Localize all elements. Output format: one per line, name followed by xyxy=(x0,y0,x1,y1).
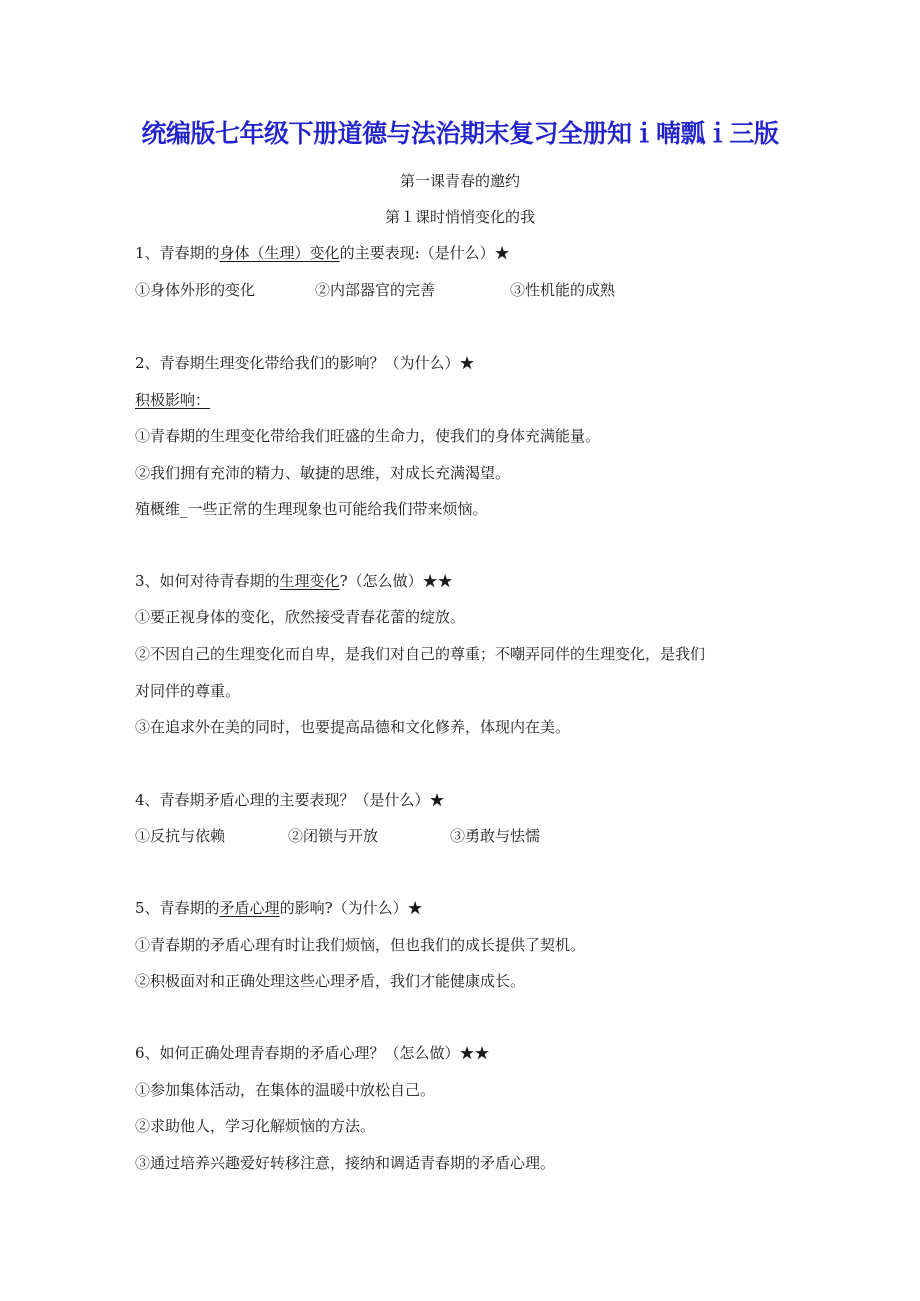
question-1-underlined: 身体（生理）变化 xyxy=(219,244,340,262)
question-5-answer: ①青春期的矛盾心理有时让我们烦恼，但也我们的成长提供了契机。 xyxy=(135,936,586,954)
question-2-answer: 殖概维_一些正常的生理现象也可能给我们带来烦恼。 xyxy=(135,500,488,518)
question-1 xyxy=(135,242,510,263)
question-5 xyxy=(135,897,423,918)
question-3-prefix: 3、如何对待青春期的 xyxy=(135,572,280,590)
question-1-item: ③性机能的成熟 xyxy=(510,281,616,299)
lesson-heading: 第一课青春的邀约 xyxy=(399,172,520,190)
question-2-answer: ①青春期的生理变化带给我们旺盛的生命力，使我们的身体充满能量。 xyxy=(135,427,601,445)
question-4-item: ③勇敢与怯懦 xyxy=(450,827,541,845)
question-1-prefix: 1、青春期的 xyxy=(135,244,220,262)
question-6-answer: ②求助他人，学习化解烦恼的方法。 xyxy=(135,1117,376,1135)
question-3-answer: ②不因自己的生理变化而自卑，是我们对自己的尊重；不嘲弄同伴的生理变化，是我们 xyxy=(135,645,706,663)
question-3-suffix: ?（怎么做）★★ xyxy=(339,572,453,590)
question-1-suffix: 的主要表现:（是什么）★ xyxy=(339,244,510,262)
question-2-answer: ②我们拥有充沛的精力、敏捷的思维，对成长充满渴望。 xyxy=(135,464,511,482)
question-3-underlined: 生理变化 xyxy=(279,572,340,590)
question-4: 4、青春期矛盾心理的主要表现？（是什么）★ xyxy=(135,791,445,809)
question-5-underlined: 矛盾心理 xyxy=(219,899,280,917)
question-3-answer: ③在追求外在美的同时，也要提高品德和文化修养，体现内在美。 xyxy=(135,718,571,736)
question-5-suffix: 的影响?（为什么）★ xyxy=(279,899,423,917)
question-1-item: ②内部器官的完善 xyxy=(315,281,436,299)
question-5-answer: ②积极面对和正确处理这些心理矛盾，我们才能健康成长。 xyxy=(135,972,526,990)
question-6-answer: ③通过培养兴趣爱好转移注意，接纳和调适青春期的矛盾心理。 xyxy=(135,1154,556,1172)
question-2: 2、青春期生理变化带给我们的影响？（为什么）★ xyxy=(135,354,475,372)
question-4-item: ②闭锁与开放 xyxy=(288,827,379,845)
question-5-prefix: 5、青春期的 xyxy=(135,899,220,917)
positive-impact-label: 积极影响： xyxy=(135,391,211,409)
question-3 xyxy=(135,570,453,591)
question-6: 6、如何正确处理青春期的矛盾心理？（怎么做）★★ xyxy=(135,1044,490,1062)
question-4-item: ①反抗与依赖 xyxy=(135,827,226,845)
section-heading: 第１课时悄悄变化的我 xyxy=(384,208,535,226)
question-3-answer: 对同伴的尊重。 xyxy=(135,682,241,700)
question-1-item: ①身体外形的变化 xyxy=(135,281,256,299)
document-title: 统编版七年级下册道德与法治期末复习全册知ｉ喃瓢ｉ三版 xyxy=(141,119,779,148)
question-6-answer: ①参加集体活动，在集体的温暖中放松自己。 xyxy=(135,1081,436,1099)
question-3-answer: ①要正视身体的变化，欣然接受青春花蕾的绽放。 xyxy=(135,608,466,626)
